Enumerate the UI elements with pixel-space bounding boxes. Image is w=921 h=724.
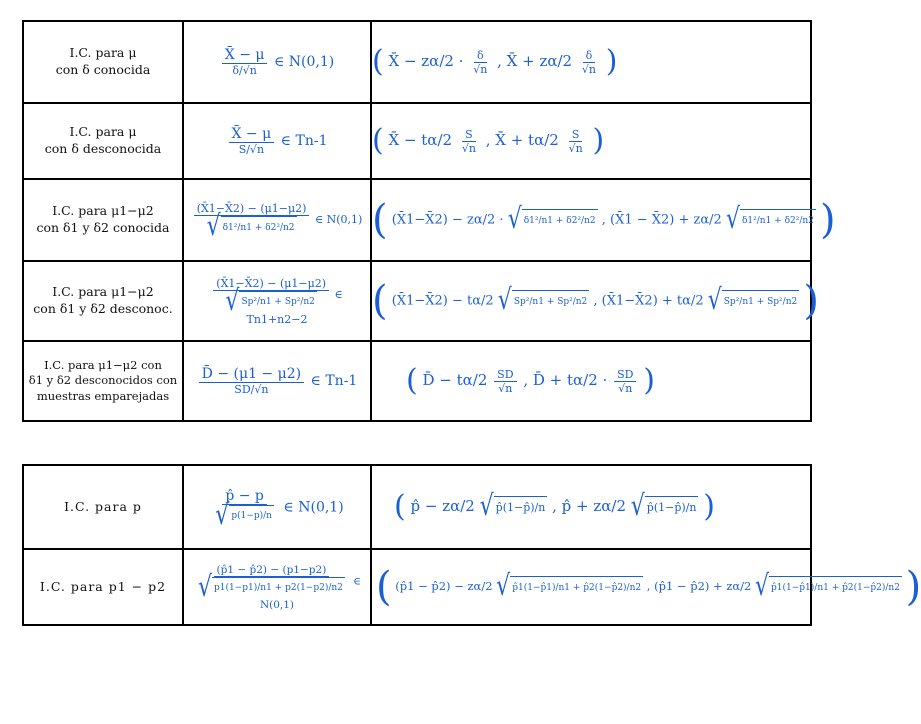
pivot-statistic: (p̂1 − p̂2) − (p1−p2) √ p1(1−p1)/n1 + p2(1−p2)/n2 ∈ N(0,1): [183, 549, 371, 625]
fraction-numerator: SD: [614, 368, 636, 382]
interval-upper: , p̂ + zα/2: [552, 497, 626, 515]
row-label: [23, 179, 183, 261]
label-line: I.C. para μ1−μ2: [52, 284, 154, 300]
radicand-term: Sp²/n1: [241, 297, 272, 307]
pivot-statistic: [183, 341, 371, 421]
interval-upper: , (X̄1 − X̄2) + zα/2: [601, 212, 722, 228]
interval-lower: D̄ − tα/2: [422, 371, 488, 389]
fraction-numerator: S: [569, 128, 583, 142]
table-row: [23, 341, 811, 421]
row-label: [23, 549, 183, 625]
row-label: [23, 21, 183, 103]
label-line: I.C. para p1 − p2: [39, 578, 167, 594]
row-label: [23, 103, 183, 179]
interval-formula: ( (X̄1−X̄2) − zα/2 · √ δ1²/n1 + δ2²/n2 , (X̄1 − X̄2) + zα/2 √ δ1²/n1 + δ2²/n2 ): [371, 179, 811, 261]
radicand-term: p̂(1−p̂)/n: [494, 496, 548, 518]
radicand-term: p̂1(1−p̂1)/n1: [771, 582, 829, 593]
label-line: I.C. para μ1−μ2 con: [44, 357, 162, 372]
fraction-denominator: √n: [461, 141, 476, 155]
label-line: con δ conocida: [55, 62, 151, 77]
interval-formula: ( D̄ − tα/2 $\frac{SD}{√n}$ , D̄ + tα/2 · $\frac{SD}{√n}$ ): [371, 341, 811, 421]
statistic-fraction: [222, 47, 268, 77]
statistic-numerator: (X̄1−X̄2) − (μ1−μ2): [194, 202, 310, 216]
statistic-distribution: ∈ N(0,1): [259, 575, 362, 611]
statistic-numerator: D̄ − (μ1 − μ2): [199, 366, 304, 383]
interval-formula: ( (X̄1−X̄2) − tα/2 √ Sp²/n1 + Sp²/n2 , (X̄1−X̄2) + tα/2 √ Sp²/n1 + Sp²/n2 ): [371, 261, 811, 341]
radicand-term: p1(1−p1)/n1: [213, 583, 272, 593]
label-line: con δ1 y δ2 desconoc.: [33, 301, 173, 316]
row-label: [23, 465, 183, 549]
confidence-interval-table-means: [22, 20, 836, 422]
statistic-denominator: δ/√n: [232, 64, 257, 77]
row-label: [23, 341, 183, 421]
interval-formula: ( (p̂1 − p̂2) − zα/2 √ p̂1(1−p̂1)/n1 + p̂2(1−p̂2)/n2 , (p̂1 − p̂2) + zα/2 √ p̂1(1−p̂1)/n1 + p̂2(1−p̂2)/n2 ): [371, 549, 811, 625]
statistic-numerator: X̄ − μ: [222, 47, 268, 64]
interval-lower: X̄ − tα/2: [388, 131, 453, 149]
statistic-denominator: SD/√n: [234, 383, 269, 396]
fraction-numerator: δ: [474, 49, 487, 63]
fraction-denominator: √n: [473, 62, 488, 76]
interval-formula: ( X̄ − zα/2 · $\frac{\delta}{√n}$ , X̄ + zα/2 $\frac{\delta}{√n}$ ): [371, 21, 811, 103]
table-row: [23, 261, 811, 341]
radicand-term: p̂(1−p̂)/n: [645, 496, 699, 518]
fraction-numerator: S: [462, 128, 476, 142]
radicand-term: Sp²/n2: [767, 296, 798, 307]
statistic-denominator: S/√n: [238, 143, 265, 156]
interval-formula: ( p̂ − zα/2 √ p̂(1−p̂)/n , p̂ + zα/2 √ p̂(1−p̂)/n ): [371, 465, 811, 549]
radicand-term: p̂2(1−p̂2)/n2: [842, 582, 900, 593]
interval-upper: X̄ + tα/2: [495, 131, 559, 149]
fraction-numerator: SD: [494, 368, 516, 382]
table-row: [23, 465, 811, 549]
radicand-term: Sp²/n1: [513, 296, 544, 307]
radicand-term: p̂2(1−p̂2)/n2: [583, 582, 642, 593]
fraction-denominator: √n: [618, 381, 633, 395]
pivot-statistic: (X̄1−X̄2) − (μ1−μ2) √ δ1²/n1 + δ2²/n2 ∈ N(0,1): [183, 179, 371, 261]
statistic-distribution: ∈ N(0,1): [273, 54, 335, 70]
radicand-term: Sp²/n1: [723, 296, 754, 307]
statistic-distribution: ∈ Tn-1: [280, 133, 328, 149]
pivot-statistic: [183, 103, 371, 179]
fraction-denominator: √n: [568, 141, 583, 155]
radicand-term: Sp²/n2: [557, 296, 588, 307]
pivot-statistic: p̂ − p √ p(1−p)/n ∈ N(0,1): [183, 465, 371, 549]
table-row: [23, 103, 811, 179]
radicand-term: δ2²/n2: [784, 215, 814, 226]
radicand-term: p2(1−p2)/n2: [285, 583, 343, 593]
statistic-distribution: ∈ N(0,1): [314, 213, 363, 226]
radicand-term: δ2²/n2: [265, 222, 295, 233]
interval-lower: (X̄1−X̄2) − zα/2 ·: [391, 212, 504, 228]
statistic-numerator: (p̂1 − p̂2) − (p1−p2): [214, 564, 330, 577]
fraction-denominator: √n: [581, 62, 596, 76]
interval-upper: , D̄ + tα/2 ·: [523, 371, 608, 389]
statistic-numerator: X̄ − μ: [229, 126, 275, 143]
interval-upper: X̄ + zα/2: [506, 52, 573, 70]
radicand-term: p(1−p)/n: [229, 505, 274, 527]
interval-upper: , (X̄1−X̄2) + tα/2: [593, 293, 704, 309]
radicand-term: Sp²/n2: [284, 297, 315, 307]
label-line: I.C. para μ: [69, 124, 137, 140]
label-line: δ1 y δ2 desconocidos con: [28, 373, 178, 388]
label-line: I.C. para μ1−μ2: [52, 203, 154, 219]
label-line: muestras emparejadas: [36, 388, 170, 403]
pivot-statistic: [183, 21, 371, 103]
radicand-term: p̂1(1−p̂1)/n1: [512, 582, 571, 593]
statistic-numerator: (X̄1−X̄2) − (μ1−μ2): [213, 277, 329, 291]
statistic-distribution: ∈ Tn-1: [310, 373, 358, 389]
table-row: [23, 549, 811, 625]
radicand-term: δ1²/n1: [222, 222, 252, 233]
label-line: I.C. para μ: [69, 45, 137, 61]
radicand-term: δ2²/n2: [566, 215, 596, 226]
statistic-distribution: ∈ N(0,1): [283, 499, 344, 515]
radicand-term: δ1²/n1: [523, 215, 554, 226]
interval-lower: p̂ − zα/2: [410, 497, 475, 515]
fraction-denominator: √n: [498, 381, 513, 395]
interval-formula: ( X̄ − tα/2 $\frac{S}{√n}$ , X̄ + tα/2 $\frac{S}{√n}$ ): [371, 103, 811, 179]
pivot-statistic: (X̄1−X̄2) − (μ1−μ2) √ Sp²/n1 + Sp²/n2 ∈ Tn1+n2−2: [183, 261, 371, 341]
label-line: I.C. para p: [64, 498, 142, 514]
statistic-distribution: ∈ Tn1+n2−2: [246, 287, 343, 326]
interval-lower: (X̄1−X̄2) − tα/2: [391, 293, 494, 309]
confidence-interval-table-proportions: [22, 464, 921, 626]
interval-upper: , (p̂1 − p̂2) + zα/2: [646, 579, 752, 593]
label-line: con δ desconocida: [44, 141, 162, 156]
interval-lower: X̄ − zα/2 ·: [388, 52, 464, 70]
interval-lower: (p̂1 − p̂2) − zα/2: [395, 579, 493, 593]
fraction-numerator: δ: [583, 49, 596, 63]
statistic-numerator: p̂ − p: [222, 488, 267, 505]
label-line: con δ1 y δ2 conocida: [36, 220, 170, 235]
table-row: [23, 21, 811, 103]
row-label: [23, 261, 183, 341]
table-row: [23, 179, 811, 261]
radicand-term: δ1²/n1: [741, 215, 772, 226]
